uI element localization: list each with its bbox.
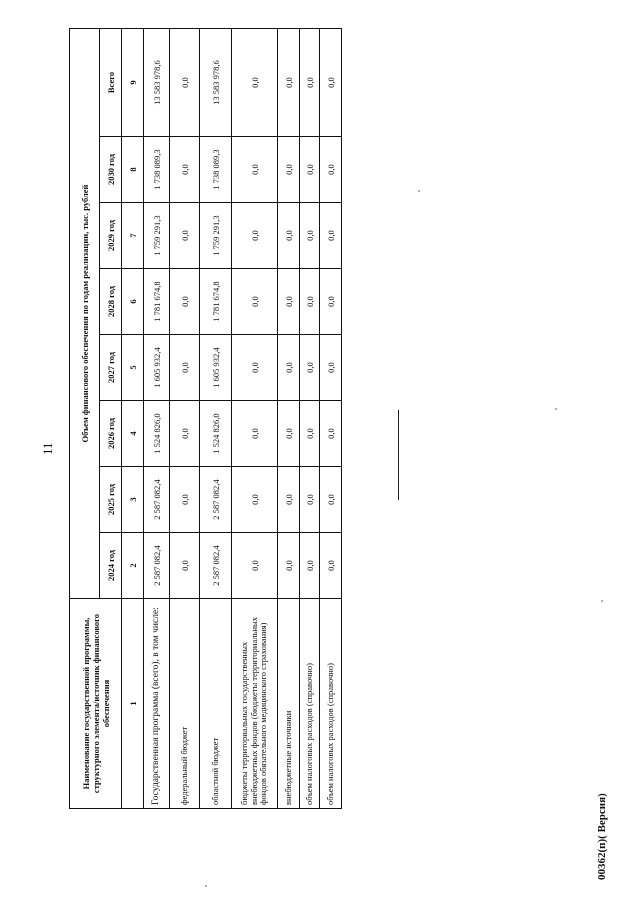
cell-value: 0,0 (232, 335, 278, 401)
header-year: 2027 год (100, 335, 122, 401)
column-number: 2 (122, 533, 144, 599)
cell-value: 1 781 674,8 (144, 269, 170, 335)
header-year: 2026 год (100, 401, 122, 467)
cell-value: 0,0 (232, 401, 278, 467)
cell-value: 2 587 082,4 (200, 533, 232, 599)
cell-value: 1 738 089,3 (144, 137, 170, 203)
header-year: 2029 год (100, 203, 122, 269)
table-row (144, 29, 170, 809)
column-number: 9 (122, 29, 144, 137)
cell-value: 0,0 (170, 533, 200, 599)
table-row (232, 29, 278, 809)
cell-value: 0,0 (170, 203, 200, 269)
cell-value: 0,0 (320, 203, 342, 269)
row-name: внебюджетные источники (278, 599, 300, 809)
footer-code: 00362(п)( Версия) (596, 793, 608, 880)
column-number: 8 (122, 137, 144, 203)
header-year: 2024 год (100, 533, 122, 599)
cell-value: 0,0 (232, 269, 278, 335)
cell-value: 0,0 (320, 269, 342, 335)
table-row (300, 29, 320, 809)
cell-value: 1 605 932,4 (200, 335, 232, 401)
section-divider (398, 410, 399, 500)
column-number: 3 (122, 467, 144, 533)
cell-value: 0,0 (278, 203, 300, 269)
cell-value: 2 587 082,4 (144, 467, 170, 533)
table-row (170, 29, 200, 809)
cell-value: 2 587 082,4 (200, 467, 232, 533)
cell-value: 0,0 (300, 401, 320, 467)
cell-value: 0,0 (170, 269, 200, 335)
cell-value: 0,0 (278, 29, 300, 137)
column-number: 1 (122, 599, 144, 809)
column-number: 4 (122, 401, 144, 467)
cell-value: 0,0 (232, 137, 278, 203)
row-name: объем налоговых расходов (справочно) (300, 599, 320, 809)
scan-speck (418, 190, 420, 192)
cell-value: 0,0 (170, 467, 200, 533)
column-number: 6 (122, 269, 144, 335)
cell-value: 0,0 (278, 533, 300, 599)
row-name: объем налоговых расходов (справочно) (320, 599, 342, 809)
header-year: 2030 год (100, 137, 122, 203)
cell-value: 0,0 (300, 29, 320, 137)
cell-value: 0,0 (320, 533, 342, 599)
cell-value: 1 605 932,4 (144, 335, 170, 401)
scan-speck (601, 600, 603, 602)
cell-value: 0,0 (232, 29, 278, 137)
cell-value: 13 583 978,6 (144, 29, 170, 137)
cell-value: 0,0 (232, 467, 278, 533)
cell-value: 13 583 978,6 (200, 29, 232, 137)
cell-value: 0,0 (232, 203, 278, 269)
financing-table-wrapper (69, 29, 339, 809)
scan-speck (555, 408, 557, 410)
column-number: 5 (122, 335, 144, 401)
cell-value: 0,0 (278, 269, 300, 335)
cell-value: 0,0 (170, 29, 200, 137)
table-row (278, 29, 300, 809)
cell-value: 1 781 674,8 (200, 269, 232, 335)
cell-value: 0,0 (320, 401, 342, 467)
cell-value: 0,0 (300, 137, 320, 203)
cell-value: 0,0 (300, 467, 320, 533)
cell-value: 0,0 (278, 467, 300, 533)
row-name: Государственная программа (всего), в том числе: (144, 599, 170, 809)
cell-value: 0,0 (300, 203, 320, 269)
header-year: 2025 год (100, 467, 122, 533)
cell-value: 1 524 826,0 (200, 401, 232, 467)
column-number: 7 (122, 203, 144, 269)
table-row (320, 29, 342, 809)
cell-value: 0,0 (278, 401, 300, 467)
cell-value: 0,0 (300, 533, 320, 599)
header-total: Всего (100, 29, 122, 137)
financing-table (69, 28, 342, 809)
row-name: федеральный бюджет (170, 599, 200, 809)
table-row (200, 29, 232, 809)
header-year: 2028 год (100, 269, 122, 335)
cell-value: 2 587 082,4 (144, 533, 170, 599)
header-volume: Объем финансового обеспечения по годам реализации, тыс. рублей (70, 29, 100, 599)
row-name: бюджеты территориальных государственных внебюджетных фондов (бюджеты территориальных фондов обязательного медицинского страхования) (232, 599, 278, 809)
cell-value: 0,0 (300, 335, 320, 401)
cell-value: 1 759 291,3 (200, 203, 232, 269)
cell-value: 0,0 (278, 335, 300, 401)
row-name: областной бюджет (200, 599, 232, 809)
cell-value: 1 524 826,0 (144, 401, 170, 467)
cell-value: 1 738 089,3 (200, 137, 232, 203)
cell-value: 1 759 291,3 (144, 203, 170, 269)
page-number: 11 (40, 442, 55, 455)
header-name: Наименование государственной программы, структурного элемента/источник финансового обеспечения (70, 599, 122, 809)
cell-value: 0,0 (320, 335, 342, 401)
cell-value: 0,0 (170, 335, 200, 401)
cell-value: 0,0 (320, 467, 342, 533)
cell-value: 0,0 (300, 269, 320, 335)
cell-value: 0,0 (320, 137, 342, 203)
cell-value: 0,0 (320, 29, 342, 137)
cell-value: 0,0 (170, 137, 200, 203)
cell-value: 0,0 (170, 401, 200, 467)
cell-value: 0,0 (232, 533, 278, 599)
scan-speck (205, 885, 207, 887)
cell-value: 0,0 (278, 137, 300, 203)
